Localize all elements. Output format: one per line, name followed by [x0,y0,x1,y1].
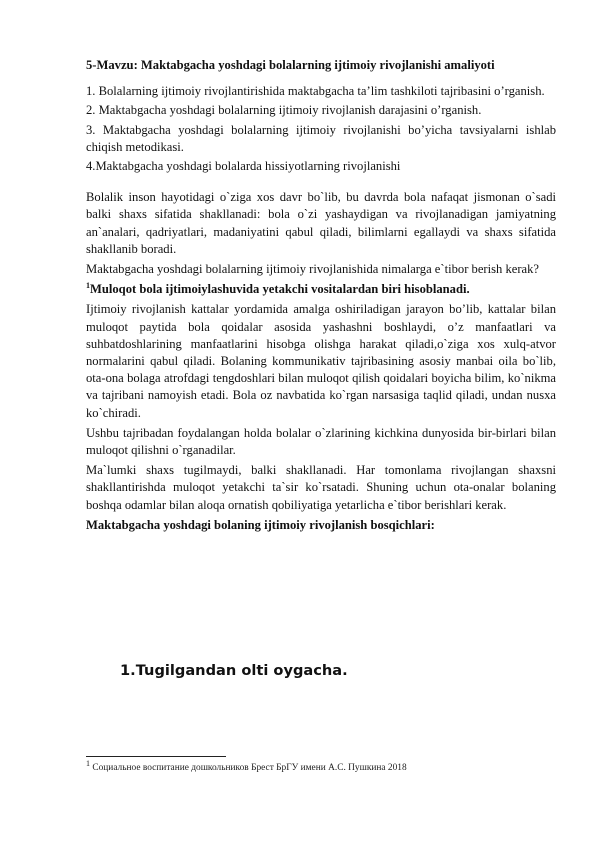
footnote-number: 1 [86,758,90,768]
objective-item: 2. Maktabgacha yoshdagi bolalarning ijtimoiy rivojlanish darajasini o’rganish. [86,103,482,118]
paragraph-childhood: Bolalik inson hayotidagi o`ziga xos davr bo`lib, bu davrda bola nafaqat jismonan o`sadi balki shaxs sifatida shakllanadi: bola o`zi yashaydigan va rivojlanadigan jamiyatning an`analari, qadriyatlari, madaniyatini qabul qiladi, bilimlarni egallaydi va shaxs sifatida shakllanib boradi. [86,190,556,256]
objective-item: 4.Maktabgacha yoshdagi bolalarda hissiyotlarning rivojlanishi [86,159,401,174]
paragraph-personality: Ma`lumki shaxs tugilmaydi, balki shakllanadi. Har tomonlama rivojlangan shaxsni shakllantirishda muloqot yetakchi ta`sir ko`rsatadi. Shuning uchun ota-onalar bolaning boshqa odamlar bilan aloqa ornatish qobiliyatiga yetarlicha e`tibor berishlari kerak. [86,463,556,512]
objective-item: 3. Maktabgacha yoshdagi bolalarning ijtimoiy rivojlanishi bo’yicha tavsiyalarni ishlab chiqish metodikasi. [86,122,556,154]
objective-item: 1. Bolalarning ijtimoiy rivojlantirishida maktabgacha ta’lim tashkiloti tajribasini o’rganish. [86,84,545,99]
subheading-stage-one: 1.Tugilgandan olti oygacha. [120,662,348,679]
footnote-text: Социальное воспитание дошкольников Брест БрГУ имени А.С. Пушкина 2018 [92,763,407,773]
spacer [86,177,556,189]
paragraph-communication-text: Muloqot bola ijtimoiylashuvida yetakchi vositalardan biri hisoblanadi. [90,282,470,297]
paragraph-communication [86,281,556,298]
footnote-divider [86,756,226,757]
section-heading-stages: Maktabgacha yoshdagi bolaning ijtimoiy rivojlanish bosqichlari: [86,517,435,532]
document-body [86,57,556,537]
footnote [86,758,407,774]
paragraph-question: Maktabgacha yoshdagi bolalarning ijtimoiy rivojlanishida nimalarga e`tibor berish kerak? [86,262,540,277]
footnote-marker[interactable]: 1 [86,281,90,291]
paragraph-social-development: Ijtimoiy rivojlanish kattalar yordamida amalga oshiriladigan jarayon bo’lib, kattalar bilan muloqot paytida bola qoidalar asosida yashashni boshlaydi, o’z manfaatlari va suhbatdoshlarining manfaatlarini hisobga olishga harakat qiladi,o`ziga xos xulq-atvor normalarini qabul qiladi. Bolaning kommunikativ tajribasining asosiy manbai oila bo`lib, ota-ona bolaga atrofdagi tengdoshlari bilan muloqot qilish qoidalari boyicha bilim, ko`nikma va tajribani namoyish etadi. Bola oz navbatida ko`rgan narsasiga taqlid qiladi, undan nusxa ko`chiradi. [86,302,556,420]
paragraph-experience: Ushbu tajribadan foydalangan holda bolalar o`zlarining kichkina dunyosida bir-birlari bilan muloqot qilishni o`rganadilar. [86,425,556,458]
document-title: 5-Mavzu: Maktabgacha yoshdagi bolalarning ijtimoiy rivojlanishi amaliyoti [86,58,495,72]
